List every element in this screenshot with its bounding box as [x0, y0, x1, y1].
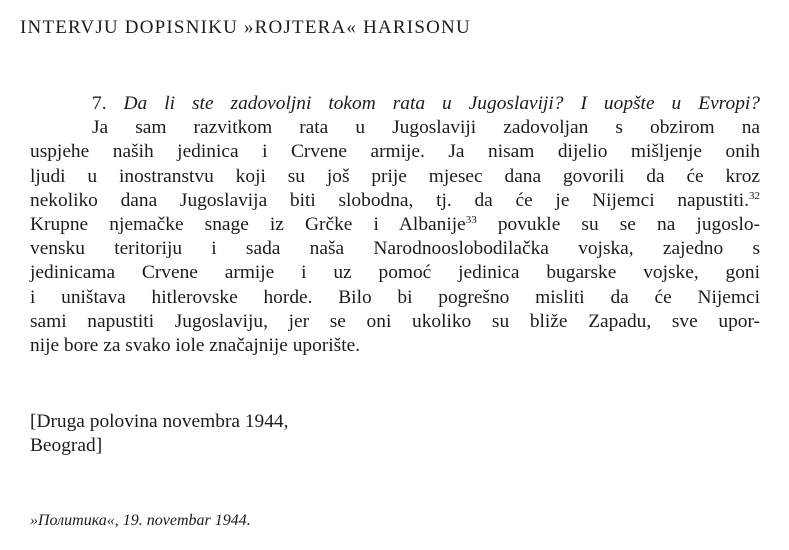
footnote-ref: 32 [749, 189, 760, 202]
question-text: Da li ste zadovoljni tokom rata u Jugoslaviji? I uopšte u Evropi? [123, 93, 760, 114]
answer-line-text: Krupne njemačke snage iz Grčke i Albanije [30, 213, 466, 235]
running-title: INTERVJU DOPISNIKU »ROJTERA« HARISONU [20, 17, 471, 38]
footnote-ref: 33 [465, 213, 477, 226]
answer-line [30, 189, 760, 213]
dateline [30, 410, 288, 458]
dateline-place: Beograd] [30, 435, 103, 457]
answer-line-text: nekoliko dana Jugoslavija biti slobodna, tj. da će je Nijemci napustiti. [30, 189, 749, 211]
answer-line [30, 213, 760, 237]
answer-line: nije bore za svako iole značajnije uporište. [30, 334, 361, 356]
interview-answer-body [30, 92, 760, 358]
question-number: 7. [92, 93, 107, 114]
answer-line: uspjehe naših jedinica i Crvene armije. Ja nisam dijelio mišljenje onih [30, 141, 760, 163]
answer-line: vensku teritoriju i sada naša Narodnooslobodilačka vojska, zajedno s [30, 238, 760, 260]
answer-line: sami napustiti Jugoslaviju, jer se oni ukoliko su bliže Zapadu, sve upor- [30, 310, 760, 332]
source-citation: »Политика«, 19. novembar 1944. [30, 512, 251, 529]
answer-line: Ja sam razvitkom rata u Jugoslaviji zadovoljan s obzirom na [92, 117, 760, 139]
answer-line: jedinicama Crvene armije i uz pomoć jedinica bugarske vojske, goni [30, 262, 760, 284]
question-line [30, 92, 760, 116]
answer-line: ljudi u inostranstvu koji su još prije mjesec dana govorili da će kroz [30, 165, 760, 187]
answer-line: i uništava hitlerovske horde. Bilo bi pogrešno misliti da će Nijemci [30, 286, 760, 308]
answer-line-text: povukle su se na jugoslo- [497, 213, 760, 235]
dateline-date: [Druga polovina novembra 1944, [30, 411, 289, 432]
